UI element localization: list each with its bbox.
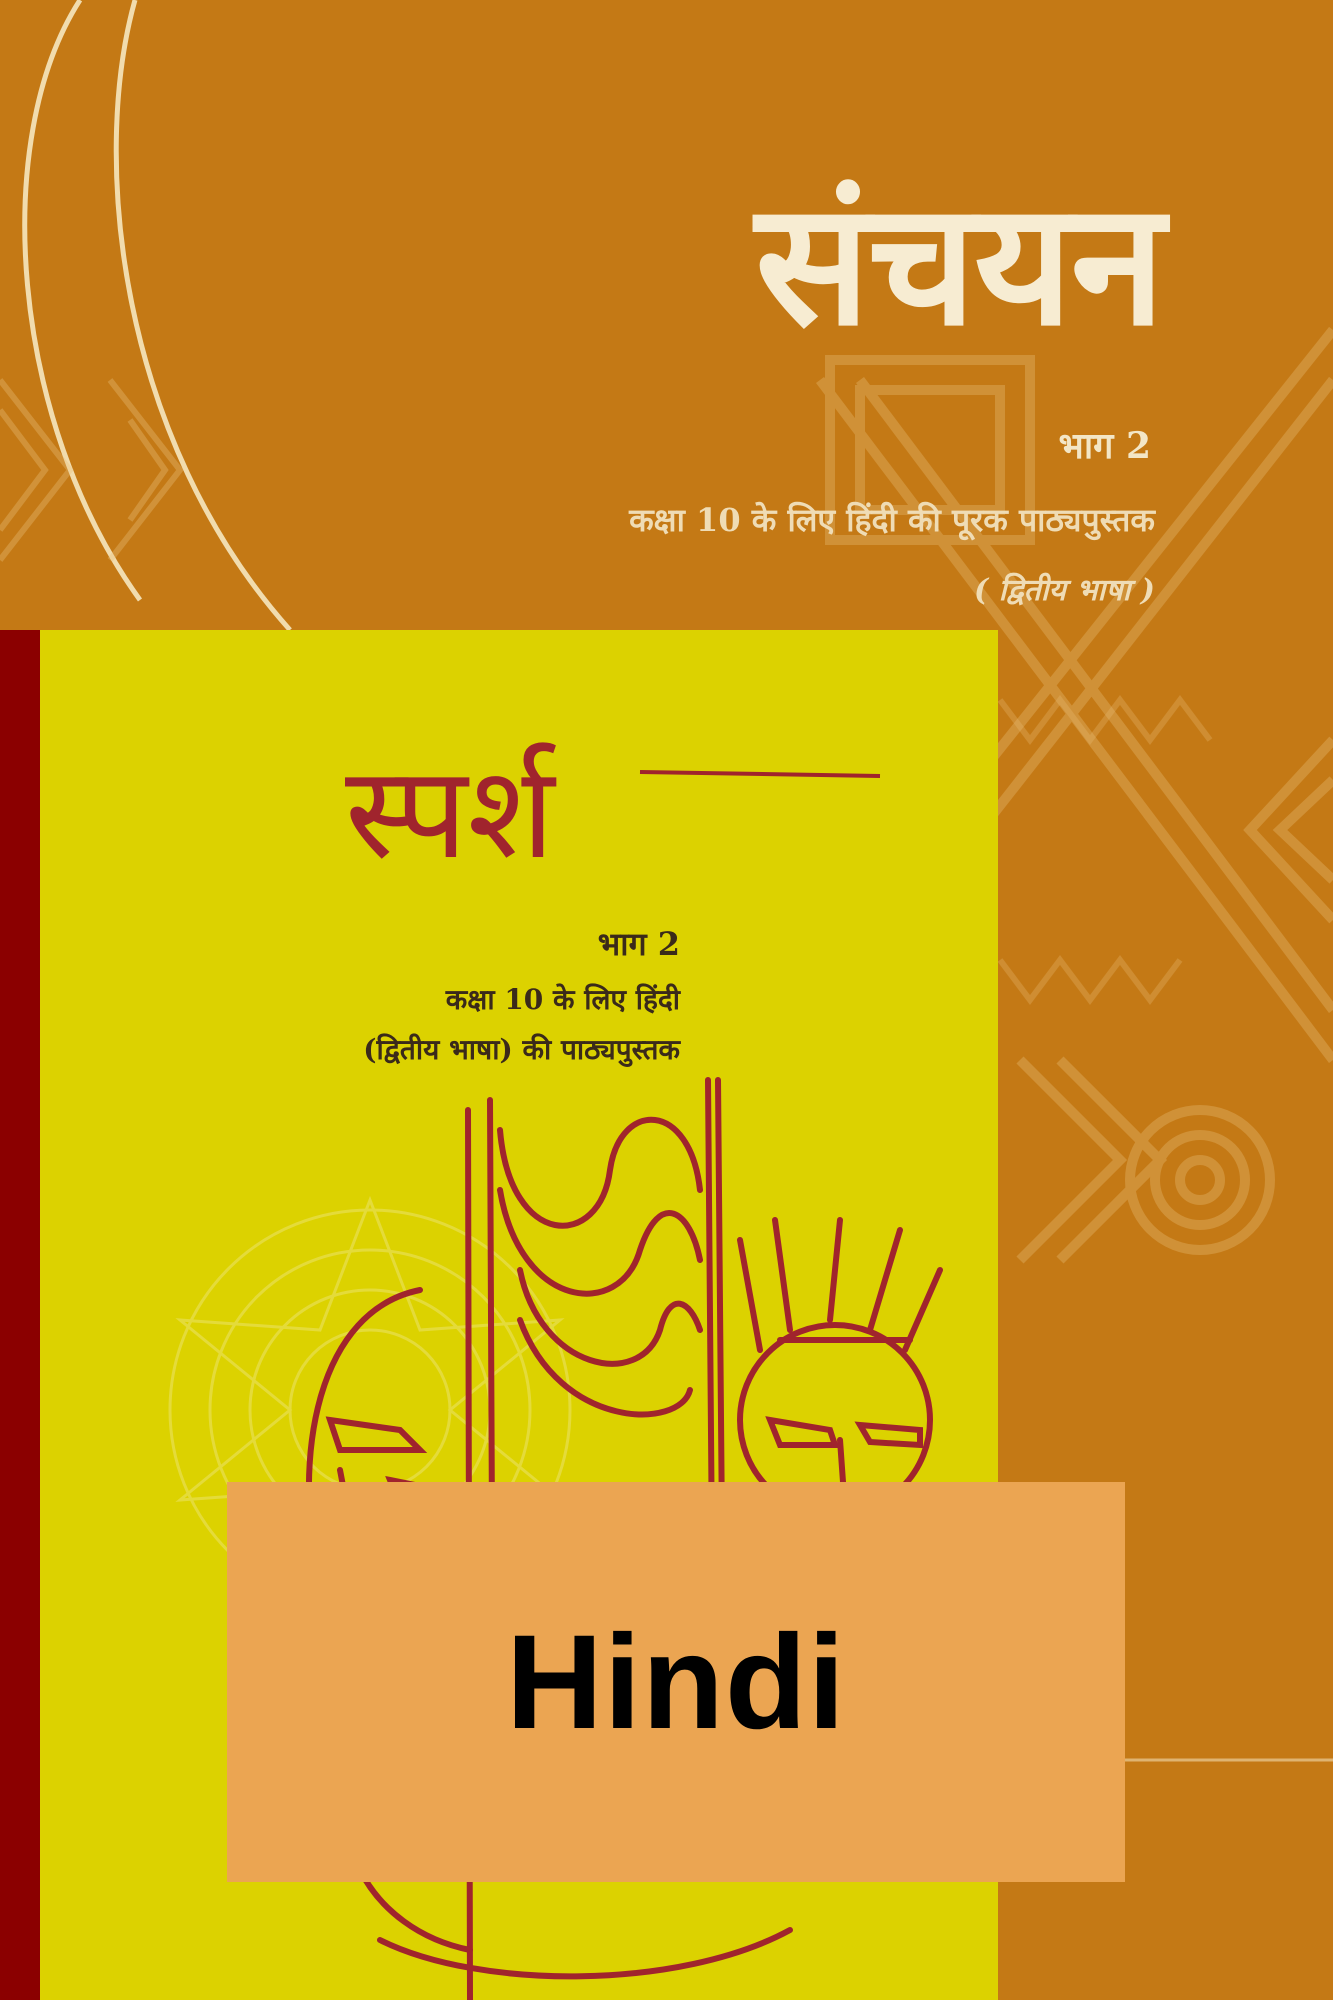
- subject-label: Hindi: [506, 1607, 846, 1757]
- sparsh-part-label: भाग 2: [597, 925, 680, 963]
- sanchayan-subtitle: कक्षा 10 के लिए हिंदी की पूरक पाठ्यपुस्तक: [629, 501, 1155, 539]
- sparsh-subtitle-line1: कक्षा 10 के लिए हिंदी: [445, 983, 680, 1016]
- sparsh-title: स्पर्श: [345, 739, 555, 888]
- sparsh-subtitle-line2: (द्वितीय भाषा) की पाठ्यपुस्तक: [363, 1033, 680, 1066]
- sanchayan-part-label: भाग 2: [1058, 425, 1151, 467]
- sanchayan-title: संचयन: [755, 166, 1163, 364]
- subject-label-box: [227, 1482, 1125, 1882]
- sanchayan-language-note: ( द्वितीय भाषा ): [974, 573, 1155, 608]
